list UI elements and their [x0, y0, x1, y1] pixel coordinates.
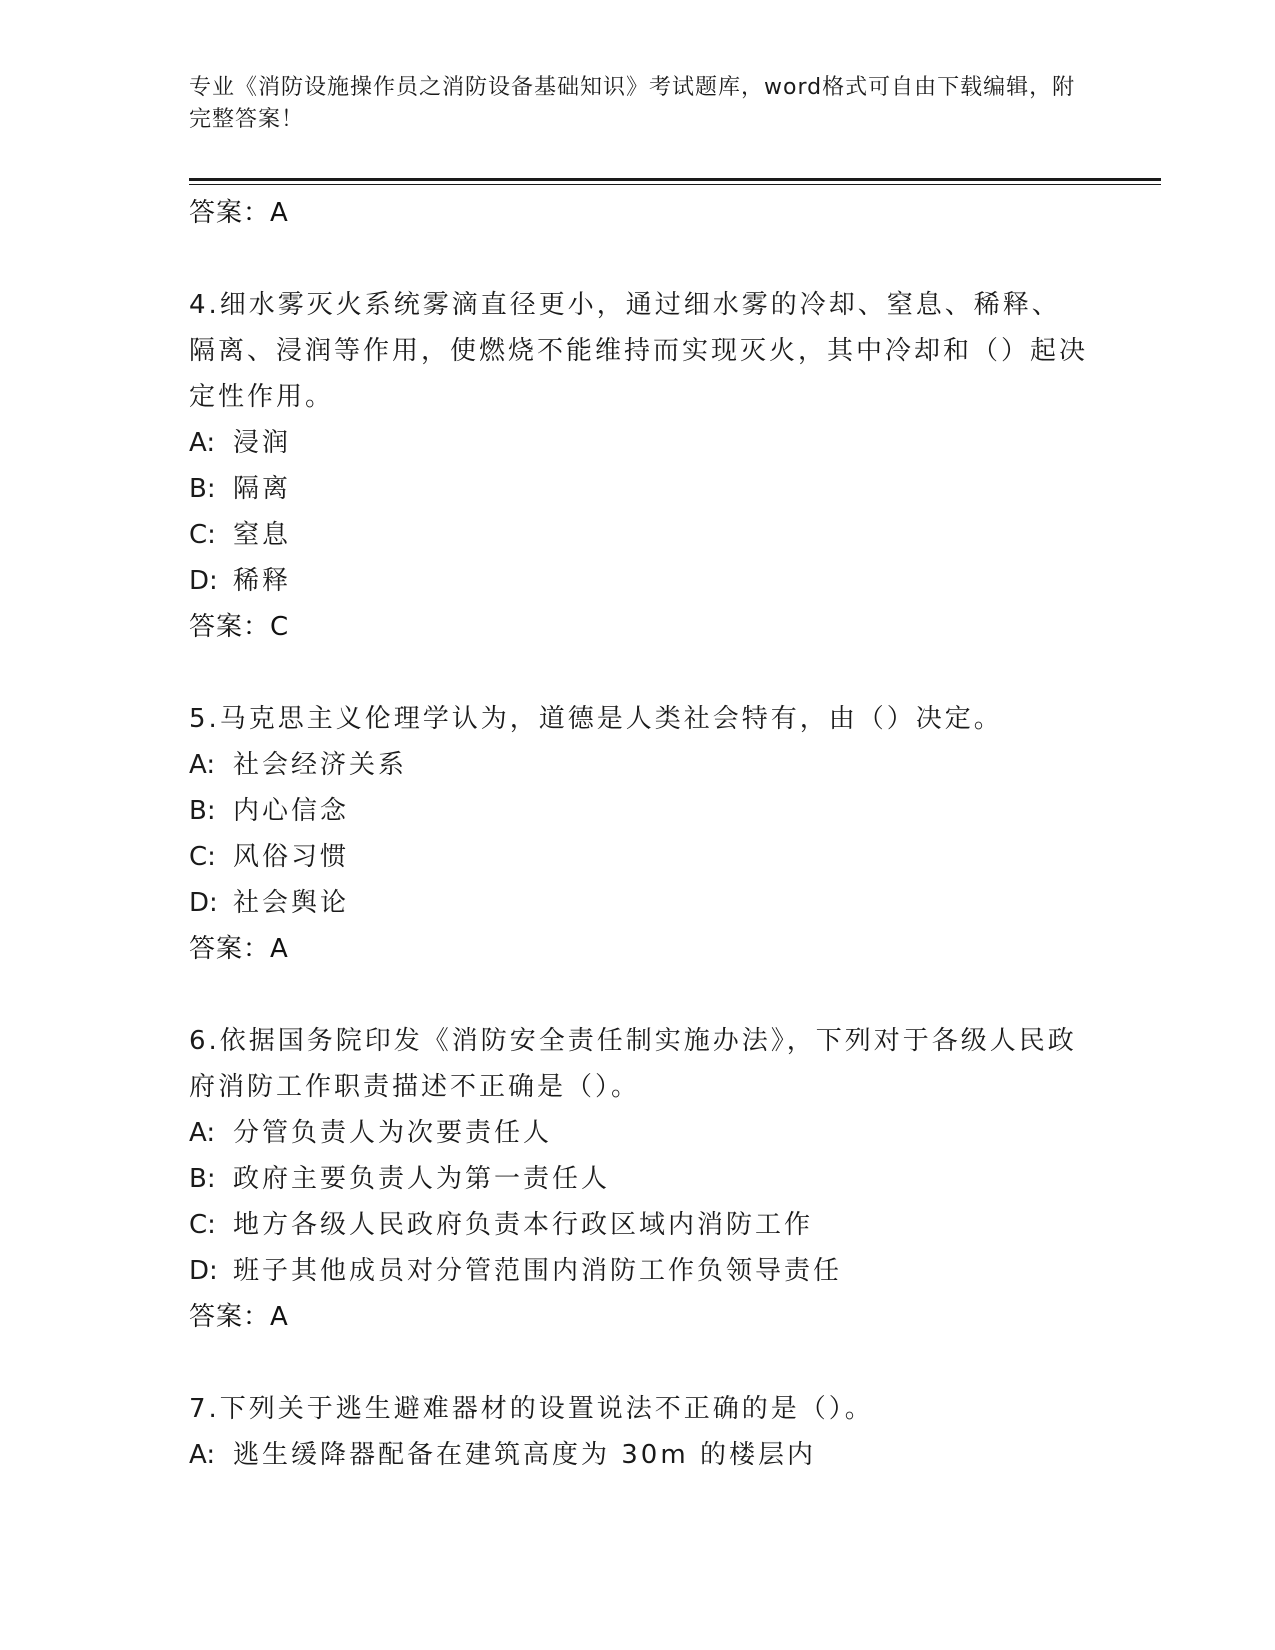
option-letter: B: [189, 474, 216, 504]
option-letter: C: [189, 1210, 216, 1240]
question-5-option-d [189, 880, 1089, 926]
option-letter: A: [189, 750, 216, 780]
header-divider-thick [189, 178, 1161, 181]
spacer [189, 1340, 1089, 1386]
option-text: 社会经济关系 [233, 750, 408, 780]
spacer [189, 972, 1089, 1018]
option-text: 政府主要负责人为第一责任人 [233, 1164, 611, 1194]
option-text: 稀释 [233, 566, 292, 596]
question-5-option-c [189, 834, 1089, 880]
question-5-text: 5.马克思主义伦理学认为，道德是人类社会特有，由（）决定。 [189, 704, 1003, 734]
header-divider-thin [189, 184, 1161, 185]
question-4-option-c [189, 512, 1089, 558]
option-letter: A: [189, 428, 216, 458]
question-5-answer: 答案：A [189, 934, 289, 964]
question-6-text: 6.依据国务院印发《消防安全责任制实施办法》，下列对于各级人民政府消防工作职责描述不正确是（）。 [189, 1026, 1077, 1102]
question-4-answer: 答案：C [189, 612, 290, 642]
option-text: 浸润 [233, 428, 292, 458]
option-letter: B: [189, 796, 216, 826]
option-letter: A: [189, 1118, 216, 1148]
question-4-option-b [189, 466, 1089, 512]
question-4-text: 4.细水雾灭火系统雾滴直径更小，通过细水雾的冷却、窒息、稀释、隔离、浸润等作用，使燃烧不能维持而实现灭火，其中冷却和（）起决定性作用。 [189, 290, 1089, 412]
option-text: 班子其他成员对分管范围内消防工作负领导责任 [233, 1256, 843, 1286]
spacer [189, 650, 1089, 696]
question-6-option-b [189, 1156, 1089, 1202]
option-text: 内心信念 [233, 796, 350, 826]
question-list [189, 190, 1089, 1478]
question-7-option-a [189, 1432, 1089, 1478]
option-text: 逃生缓降器配备在建筑高度为 30m 的楼层内 [233, 1440, 816, 1470]
option-letter: D: [189, 566, 218, 596]
option-letter: C: [189, 520, 216, 550]
question-7-text: 7.下列关于逃生避难器材的设置说法不正确的是（）。 [189, 1394, 874, 1424]
question-5-option-b [189, 788, 1089, 834]
option-letter: C: [189, 842, 216, 872]
option-text: 分管负责人为次要责任人 [233, 1118, 553, 1148]
question-6-option-c [189, 1202, 1089, 1248]
option-letter: D: [189, 888, 218, 918]
question-4-option-a [189, 420, 1089, 466]
spacer [189, 236, 1089, 282]
option-letter: B: [189, 1164, 216, 1194]
option-text: 隔离 [233, 474, 292, 504]
answer-line: 答案：A [189, 198, 289, 228]
question-6-option-a [189, 1110, 1089, 1156]
option-letter: A: [189, 1440, 216, 1470]
question-6-answer: 答案：A [189, 1302, 289, 1332]
option-text: 社会舆论 [233, 888, 350, 918]
option-text: 地方各级人民政府负责本行政区域内消防工作 [233, 1210, 814, 1240]
question-6-option-d [189, 1248, 1089, 1294]
option-text: 风俗习惯 [233, 842, 350, 872]
question-4-option-d [189, 558, 1089, 604]
page-header: 专业《消防设施操作员之消防设备基础知识》考试题库，word格式可自由下载编辑，附完整答案！ [189, 75, 1076, 132]
option-text: 窒息 [233, 520, 292, 550]
question-5-option-a [189, 742, 1089, 788]
option-letter: D: [189, 1256, 218, 1286]
